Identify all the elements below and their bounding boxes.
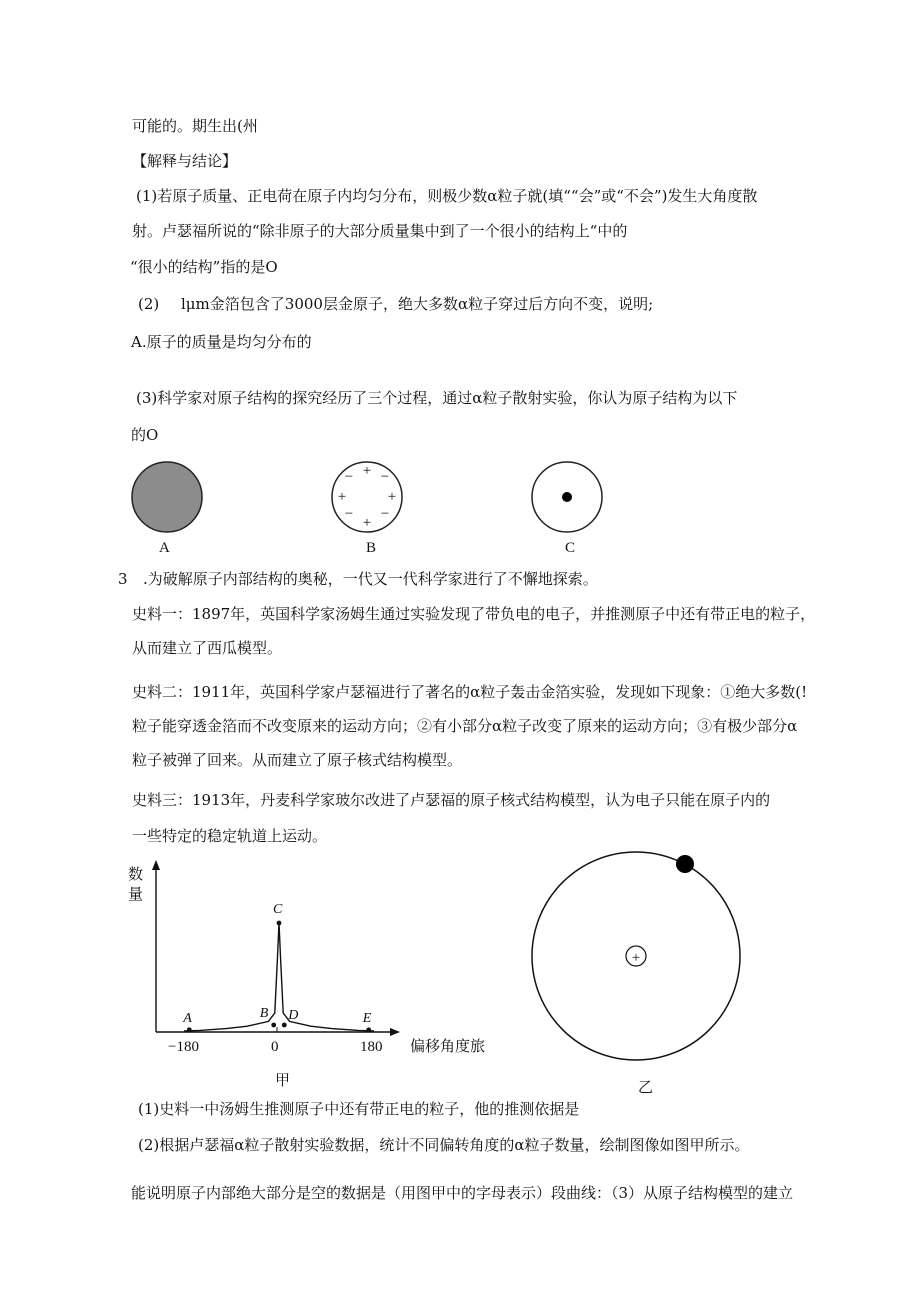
source-2-line-2: 粒子能穿透金箔而不改变原来的运动方向；②有小部分α粒子改变了原来的运动方向；③有极少部分α	[132, 717, 798, 735]
x-tick-0: 0	[271, 1039, 279, 1055]
source-3-line-2: 一些特定的稳定轨道上运动。	[132, 827, 328, 845]
source-3-line-1: 史料三：1913年，丹麦科学家玻尔改进了卢瑟福的原子核式结构模型，认为电子只能在原子内的	[132, 791, 771, 809]
model-c-label: C	[565, 540, 576, 556]
text-line-8: (3)科学家对原子结构的探究经历了三个过程，通过α粒子散射实验，你认为原子结构为以下	[136, 389, 738, 407]
x-tick-180: 180	[360, 1039, 383, 1055]
electron	[676, 855, 694, 873]
chart-point-label-d: D	[288, 1008, 299, 1023]
model-b-minus-bottom-right: −	[380, 506, 390, 522]
model-a-label: A	[159, 540, 170, 556]
text-line-9: 的O	[131, 426, 159, 444]
chart-point-label-a: A	[183, 1010, 192, 1026]
question-3-text: .为破解原子内部结构的奥秘，一代又一代科学家进行了不懈地探索。	[143, 570, 598, 588]
text-line-6: lμm金箔包含了3000层金原子，绝大多数α粒子穿过后方向不变，说明;	[181, 295, 654, 313]
model-c-nucleus	[562, 492, 572, 502]
sub-question-1: (1)史料一中汤姆生推测原子中还有带正电的粒子，他的推测依据是	[138, 1100, 580, 1118]
chart-point-a	[187, 1027, 192, 1032]
chart-caption: 甲	[275, 1073, 291, 1089]
x-axis-arrow	[390, 1028, 400, 1036]
source-1-line-1: 史料一：1897年，英国科学家汤姆生通过实验发现了带负电的电子，并推测原子中还有带正电的粒子，	[132, 605, 816, 623]
text-line-5: “很小的结构”指的是O	[130, 258, 278, 276]
model-b-label: B	[366, 540, 377, 556]
source-1-line-2: 从而建立了西瓜模型。	[132, 639, 283, 657]
sub-question-2: (2)根据卢瑟福α粒子散射实验数据，统计不同偏转角度的α粒子数量，绘制图像如图甲所示。	[138, 1136, 750, 1154]
chart-point-label-c: C	[273, 902, 283, 917]
chart-point-b	[271, 1023, 276, 1028]
figure-yi	[520, 850, 750, 1100]
scattering-curve	[184, 923, 374, 1031]
source-2-line-1: 史料二：1911年，英国科学家卢瑟福进行了著名的α粒子轰击金箔实验，发现如下现象：①绝大多数(!	[132, 683, 808, 701]
text-line-1: 可能的。期生出(州	[132, 117, 258, 135]
chart-point-label-e: E	[362, 1010, 372, 1026]
chart-point-c	[277, 921, 282, 926]
y-axis-label-1: 数	[128, 867, 144, 883]
text-line-3: (1)若原子质量、正电荷在原子内均匀分布，则极少数α粒子就(填““会”或“不会”)发生大角度散	[136, 187, 758, 205]
nucleus-plus: +	[631, 950, 641, 966]
model-a	[132, 462, 202, 532]
atom-models-figure	[0, 460, 920, 560]
section-heading-explanation: 【解释与结论】	[132, 152, 238, 170]
text-line-4: 射。卢瑟福所说的“除非原子的大部分质量集中到了一个很小的结构上“中的	[132, 222, 628, 240]
chart-point-label-b: B	[259, 1006, 269, 1021]
option-a-text: A.原子的质量是均匀分布的	[131, 333, 312, 351]
model-b-minus-bottom-left: −	[344, 506, 354, 522]
model-b-minus-top-left: −	[344, 469, 354, 485]
chart-point-d	[282, 1023, 287, 1028]
model-b	[332, 462, 402, 532]
source-2-line-3: 粒子被弹了回来。从而建立了原子核式结构模型。	[132, 751, 463, 769]
model-b-plus-left: +	[337, 489, 347, 505]
model-b-plus-top: +	[362, 463, 372, 479]
y-axis-arrow	[152, 860, 160, 870]
chart-jia	[120, 855, 500, 1095]
x-axis-label: 偏移角度旅	[410, 1039, 486, 1055]
x-tick-neg180: −180	[168, 1039, 199, 1055]
last-line: 能说明原子内部绝大部分是空的数据是（用图甲中的字母表示）段曲线：（3）从原子结构模型的建立	[131, 1184, 794, 1202]
model-b-plus-right: +	[387, 489, 397, 505]
model-c	[532, 462, 602, 532]
chart-axes	[152, 860, 400, 1036]
model-a-solid-sphere	[132, 462, 202, 532]
figure-yi-caption: 乙	[638, 1080, 654, 1096]
chart-point-e	[366, 1027, 371, 1032]
model-b-plus-bottom: +	[362, 515, 372, 531]
text-line-6-number: (2)	[138, 295, 160, 313]
y-axis-label-2: 量	[128, 887, 144, 903]
model-b-minus-top-right: −	[380, 469, 390, 485]
question-3-number: 3	[118, 570, 128, 588]
